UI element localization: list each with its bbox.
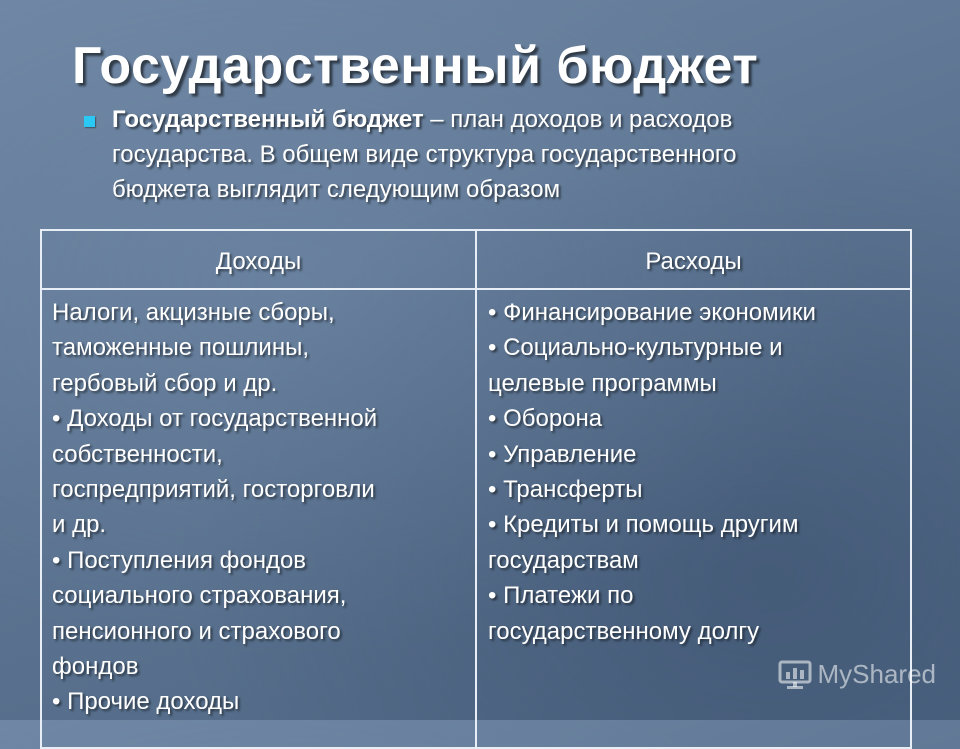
expenses-cell [488, 295, 908, 649]
income-line: пенсионного и страхового [52, 617, 341, 645]
intro-line3: бюджета выглядит следующим образом [112, 176, 561, 203]
square-bullet-icon [84, 116, 95, 127]
income-line: собственности, [52, 440, 223, 468]
income-cell [52, 295, 466, 720]
income-line: таможенные пошлины, [52, 334, 310, 362]
expense-line: • Оборона [488, 405, 603, 433]
watermark-text: MyShared [817, 659, 936, 689]
income-line: фондов [52, 653, 139, 681]
intro-line2: государства. В общем виде структура государственного [112, 141, 737, 168]
presentation-screen-icon [778, 660, 812, 690]
expense-line: государствам [488, 546, 639, 574]
income-line: • Поступления фондов [52, 546, 307, 574]
intro-paragraph [84, 102, 924, 207]
income-line: и др. [52, 511, 107, 539]
expense-line: • Платежи по [488, 582, 634, 610]
income-line: Налоги, акцизные сборы, [52, 299, 335, 326]
expense-line: • Управление [488, 440, 637, 468]
column-divider [475, 231, 477, 747]
intro-term: Государственный бюджет [112, 106, 424, 133]
watermark [778, 659, 937, 690]
expense-line: • Кредиты и помощь другим [488, 511, 799, 539]
intro-line1-rest: – план доходов и расходов [423, 106, 733, 133]
income-line: госпредприятий, госторговли [52, 476, 375, 504]
income-line: • Доходы от государственной [52, 405, 378, 433]
expense-line: • Трансферты [488, 476, 643, 504]
expense-line: целевые программы [488, 369, 717, 397]
income-line: социального страхования, [52, 582, 347, 610]
header-income: Доходы [215, 248, 302, 275]
header-divider [42, 288, 910, 290]
income-line: • Прочие доходы [52, 688, 240, 716]
income-line: гербовый сбор и др. [52, 369, 278, 397]
header-expenses: Расходы [645, 248, 742, 275]
expense-line: • Финансирование экономики [488, 299, 816, 326]
slide-title: Государственный бюджет [72, 37, 759, 95]
intro-text [112, 102, 924, 207]
expense-line: • Социально-культурные и [488, 334, 783, 362]
expense-line: государственному долгу [488, 617, 760, 645]
